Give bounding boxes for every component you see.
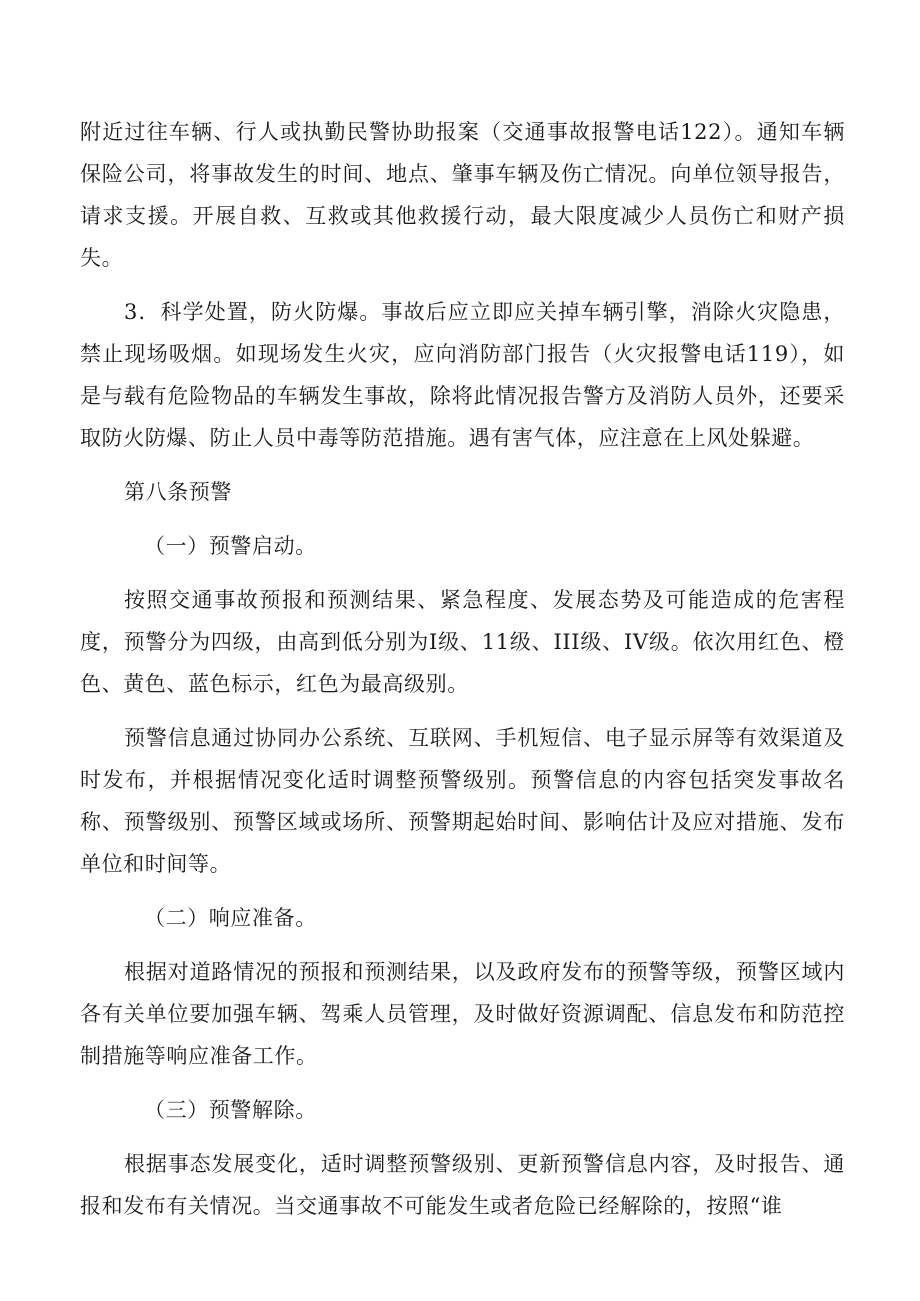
paragraph-warning-info: 预警信息通过协同办公系统、互联网、手机短信、电子显示屏等有效渠道及时发布，并根据情况变化适时调整预警级别。预警信息的内容包括突发事故名称、预警级别、预警区域或场所、预警期起始时间、影响估计及应对措施、发布单位和时间等。 xyxy=(80,726,845,876)
section-heading-warning-release: （三）预警解除。 xyxy=(144,1098,317,1122)
section-heading-response-prep: （二）响应准备。 xyxy=(144,906,317,930)
paragraph-response-prep: 根据对道路情况的预报和预测结果，以及政府发布的预警等级，预警区域内各有关单位要加强车辆、驾乘人员管理，及时做好资源调配、信息发布和防范控制措施等响应准备工作。 xyxy=(80,960,845,1068)
paragraph-report-accident: 附近过往车辆、行人或执勤民警协助报案（交通事故报警电话122）。通知车辆保险公司，将事故发生的时间、地点、肇事车辆及伤亡情况。向单位领导报告，请求支援。开展自救、互救或其他救援行动，最大限度减少人员伤亡和财产损失。 xyxy=(80,120,845,270)
section-heading-warning-start: （一）预警启动。 xyxy=(144,534,317,558)
article-heading-warning: 第八条预警 xyxy=(124,480,232,504)
paragraph-warning-release: 根据事态发展变化，适时调整预警级别、更新预警信息内容，及时报告、通报和发布有关情况。当交通事故不可能发生或者危险已经解除的，按照“谁 xyxy=(80,1152,845,1218)
paragraph-fire-prevention: 3．科学处置，防火防爆。事故后应立即应关掉车辆引擎，消除火灾隐患，禁止现场吸烟。如现场发生火灾，应向消防部门报告（火灾报警电话119），如是与载有危险物品的车辆发生事故，除将此情况报告警方及消防人员外，还要采取防火防爆、防止人员中毒等防范措施。遇有害气体，应注意在上风处躲避。 xyxy=(80,300,845,450)
paragraph-warning-levels: 按照交通事故预报和预测结果、紧急程度、发展态势及可能造成的危害程度，预警分为四级，由高到低分别为I级、11级、III级、IV级。依次用红色、橙色、黄色、蓝色标示，红色为最高级别。 xyxy=(80,588,845,696)
document-body xyxy=(80,111,845,1239)
